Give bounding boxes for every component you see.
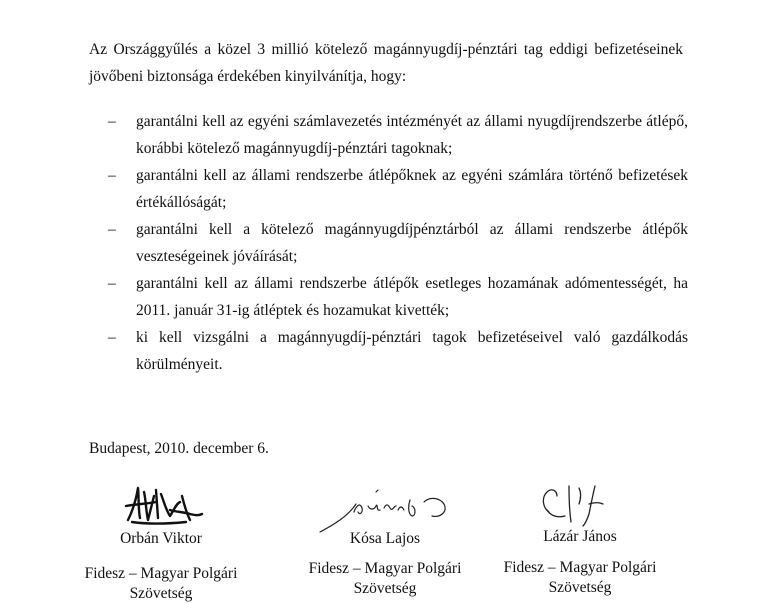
dash-bullet: – (108, 113, 116, 130)
dash-bullet: – (108, 275, 116, 292)
list-item-text: garantálni kell az állami rendszerbe átlépők esetleges hozamának adómentességét, ha 2011. január 31-ig átléptek és hozamukat kivették; (136, 275, 688, 319)
dash-bullet: – (108, 221, 116, 238)
signer-name: Kósa Lajos (349, 530, 421, 547)
handwritten-signature (290, 482, 480, 534)
signer-party-line1: Fidesz – Magyar Polgári (84, 565, 238, 582)
dash-bullet: – (108, 167, 116, 184)
declaration-list (108, 108, 688, 378)
signature-block-kosa (290, 482, 480, 599)
signer-party-line2: Szövetség (548, 579, 612, 596)
place-date: Budapest, 2010. december 6. (89, 440, 269, 457)
signature-block-lazar (485, 482, 675, 598)
signer-party-line2: Szövetség (353, 580, 417, 597)
list-item-text: ki kell vizsgálni a magánnyugdíj-pénztári tagok befizetéseivel való gazdálkodás körülményeit. (136, 329, 688, 373)
signer-party-line1: Fidesz – Magyar Polgári (308, 560, 462, 577)
signer-party-line1: Fidesz – Magyar Polgári (503, 559, 657, 576)
signer-name: Lázár János (543, 528, 617, 545)
dash-bullet: – (108, 329, 116, 346)
signature-block-orban (66, 482, 256, 604)
list-item-text: garantálni kell a kötelező magánnyugdíjpénztárból az állami rendszerbe átlépők veszteségeinek jóváírását; (136, 221, 688, 265)
handwritten-signature (485, 482, 675, 528)
list-item (108, 324, 688, 378)
list-item (108, 216, 688, 270)
signer-name: Orbán Viktor (120, 530, 202, 547)
list-item-text: garantálni kell az egyéni számlavezetés intézményét az állami nyugdíjrendszerbe átlépő, korábbi kötelező magánnyugdíj-pénztári tagoknak; (136, 113, 688, 157)
list-item-text: garantálni kell az állami rendszerbe átlépőknek az egyéni számlára történő befizetések értékállóságát; (136, 167, 688, 211)
handwritten-signature (66, 482, 256, 528)
signer-party-line2: Szövetség (129, 585, 193, 602)
list-item (108, 162, 688, 216)
intro-paragraph: Az Országgyűlés a közel 3 millió kötelező magánnyugdíj-pénztári tag eddigi befizetéseinek jövőbeni biztonsága érdekében kinyilvánítja, hogy: (89, 41, 683, 85)
list-item (108, 108, 688, 162)
list-item (108, 270, 688, 324)
